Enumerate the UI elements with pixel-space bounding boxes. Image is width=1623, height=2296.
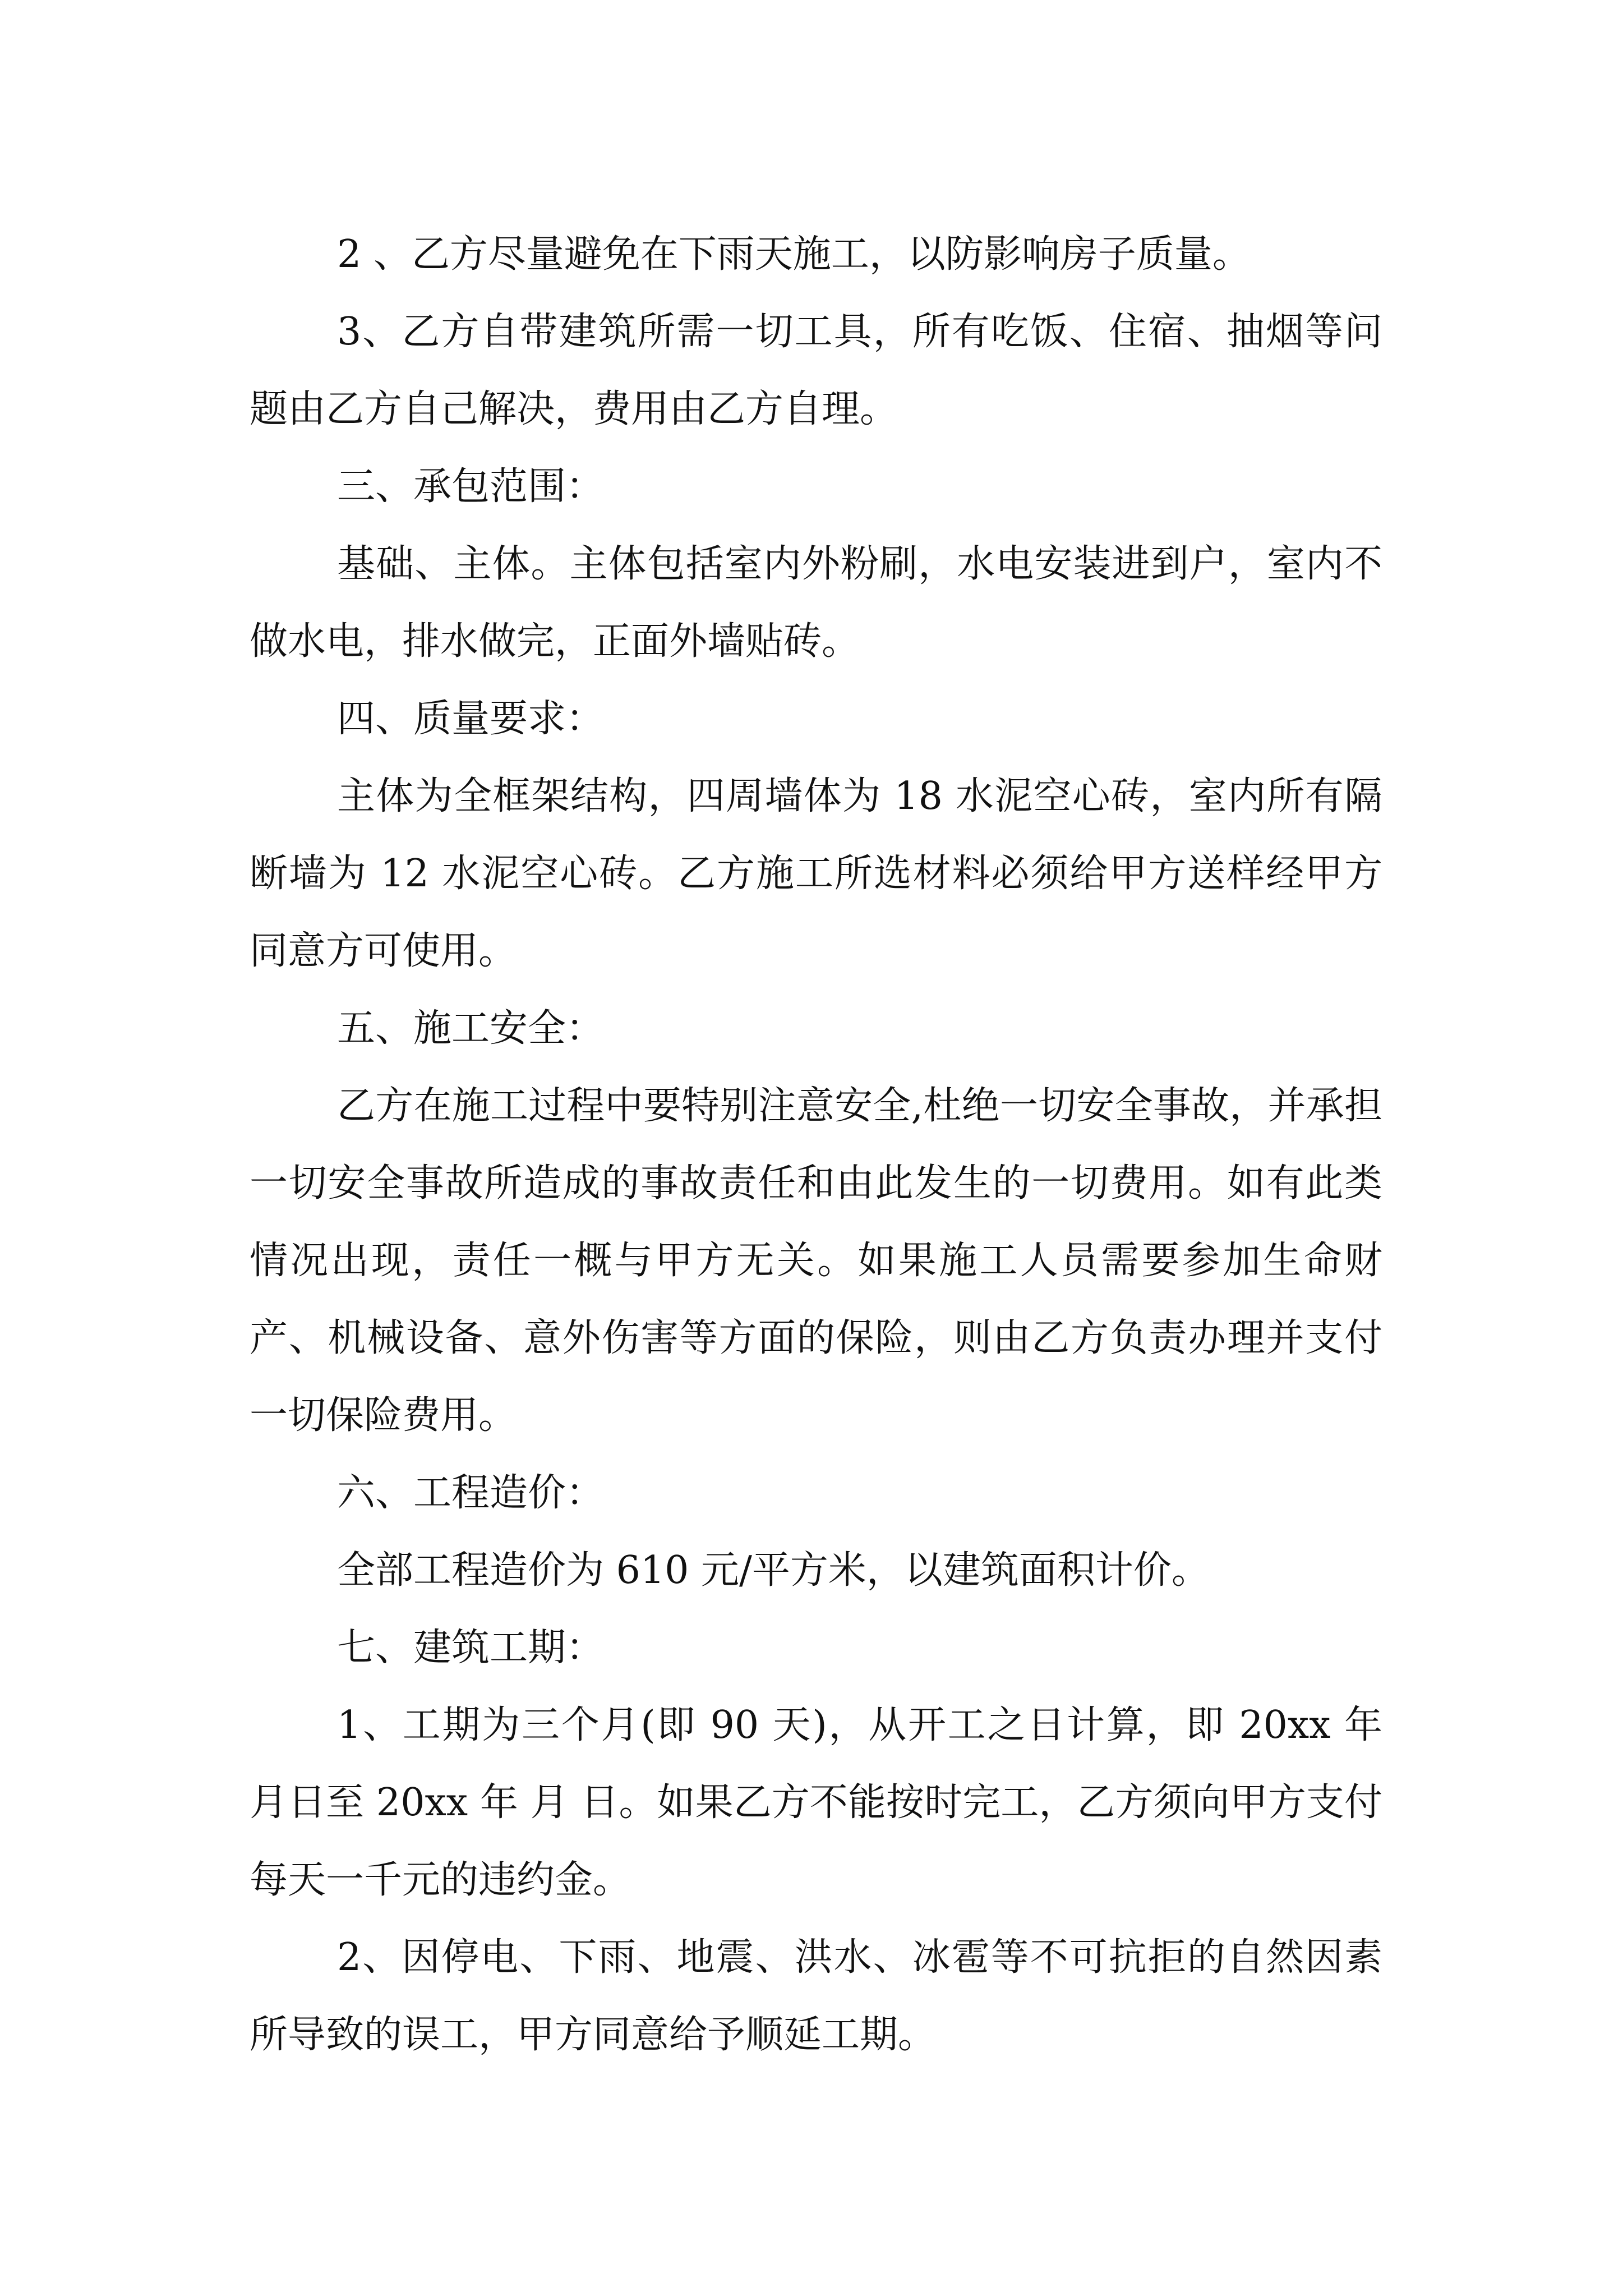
section-heading-quality: 四、质量要求： xyxy=(337,697,605,741)
section-heading-scope: 三、承包范围： xyxy=(337,464,605,509)
clause-3-tools: 3、乙方自带建筑所需一切工具，所有吃饭、住宿、抽烟等问题由乙方自己解决，费用由乙方自理。 xyxy=(250,310,1382,431)
schedule-clause-2: 2、因停电、下雨、地震、洪水、冰雹等不可抗拒的自然因素所导致的误工，甲方同意给予顺延工期。 xyxy=(250,1935,1382,2057)
scope-text: 基础、主体。主体包括室内外粉刷，水电安装进到户，室内不做水电，排水做完，正面外墙贴砖。 xyxy=(250,542,1382,664)
section-heading-schedule: 七、建筑工期： xyxy=(337,1626,605,1670)
clause-2-rain: 2 、乙方尽量避免在下雨天施工，以防影响房子质量。 xyxy=(337,232,1251,277)
quality-text: 主体为全框架结构，四周墙体为 18 水泥空心砖，室内所有隔断墙为 12 水泥空心砖。乙方施工所选材料必须给甲方送样经甲方同意方可使用。 xyxy=(250,774,1382,973)
document-body xyxy=(250,216,1382,2074)
safety-text: 乙方在施工过程中要特别注意安全,杜绝一切安全事故，并承担一切安全事故所造成的事故责任和由此发生的一切费用。如有此类情况出现，责任一概与甲方无关。如果施工人员需要参加生命财产、机械设备、意外伤害等方面的保险，则由乙方负责办理并支付一切保险费用。 xyxy=(250,1084,1382,1438)
cost-text: 全部工程造价为 610 元/平方米，以建筑面积计价。 xyxy=(337,1548,1210,1593)
schedule-clause-1: 1、工期为三个月(即 90 天)，从开工之日计算，即 20xx 年 月日至 20xx 年 月 日。如果乙方不能按时完工，乙方须向甲方支付每天一千元的违约金。 xyxy=(250,1703,1382,1902)
section-heading-safety: 五、施工安全： xyxy=(337,1006,605,1051)
section-heading-cost: 六、工程造价： xyxy=(337,1471,605,1515)
